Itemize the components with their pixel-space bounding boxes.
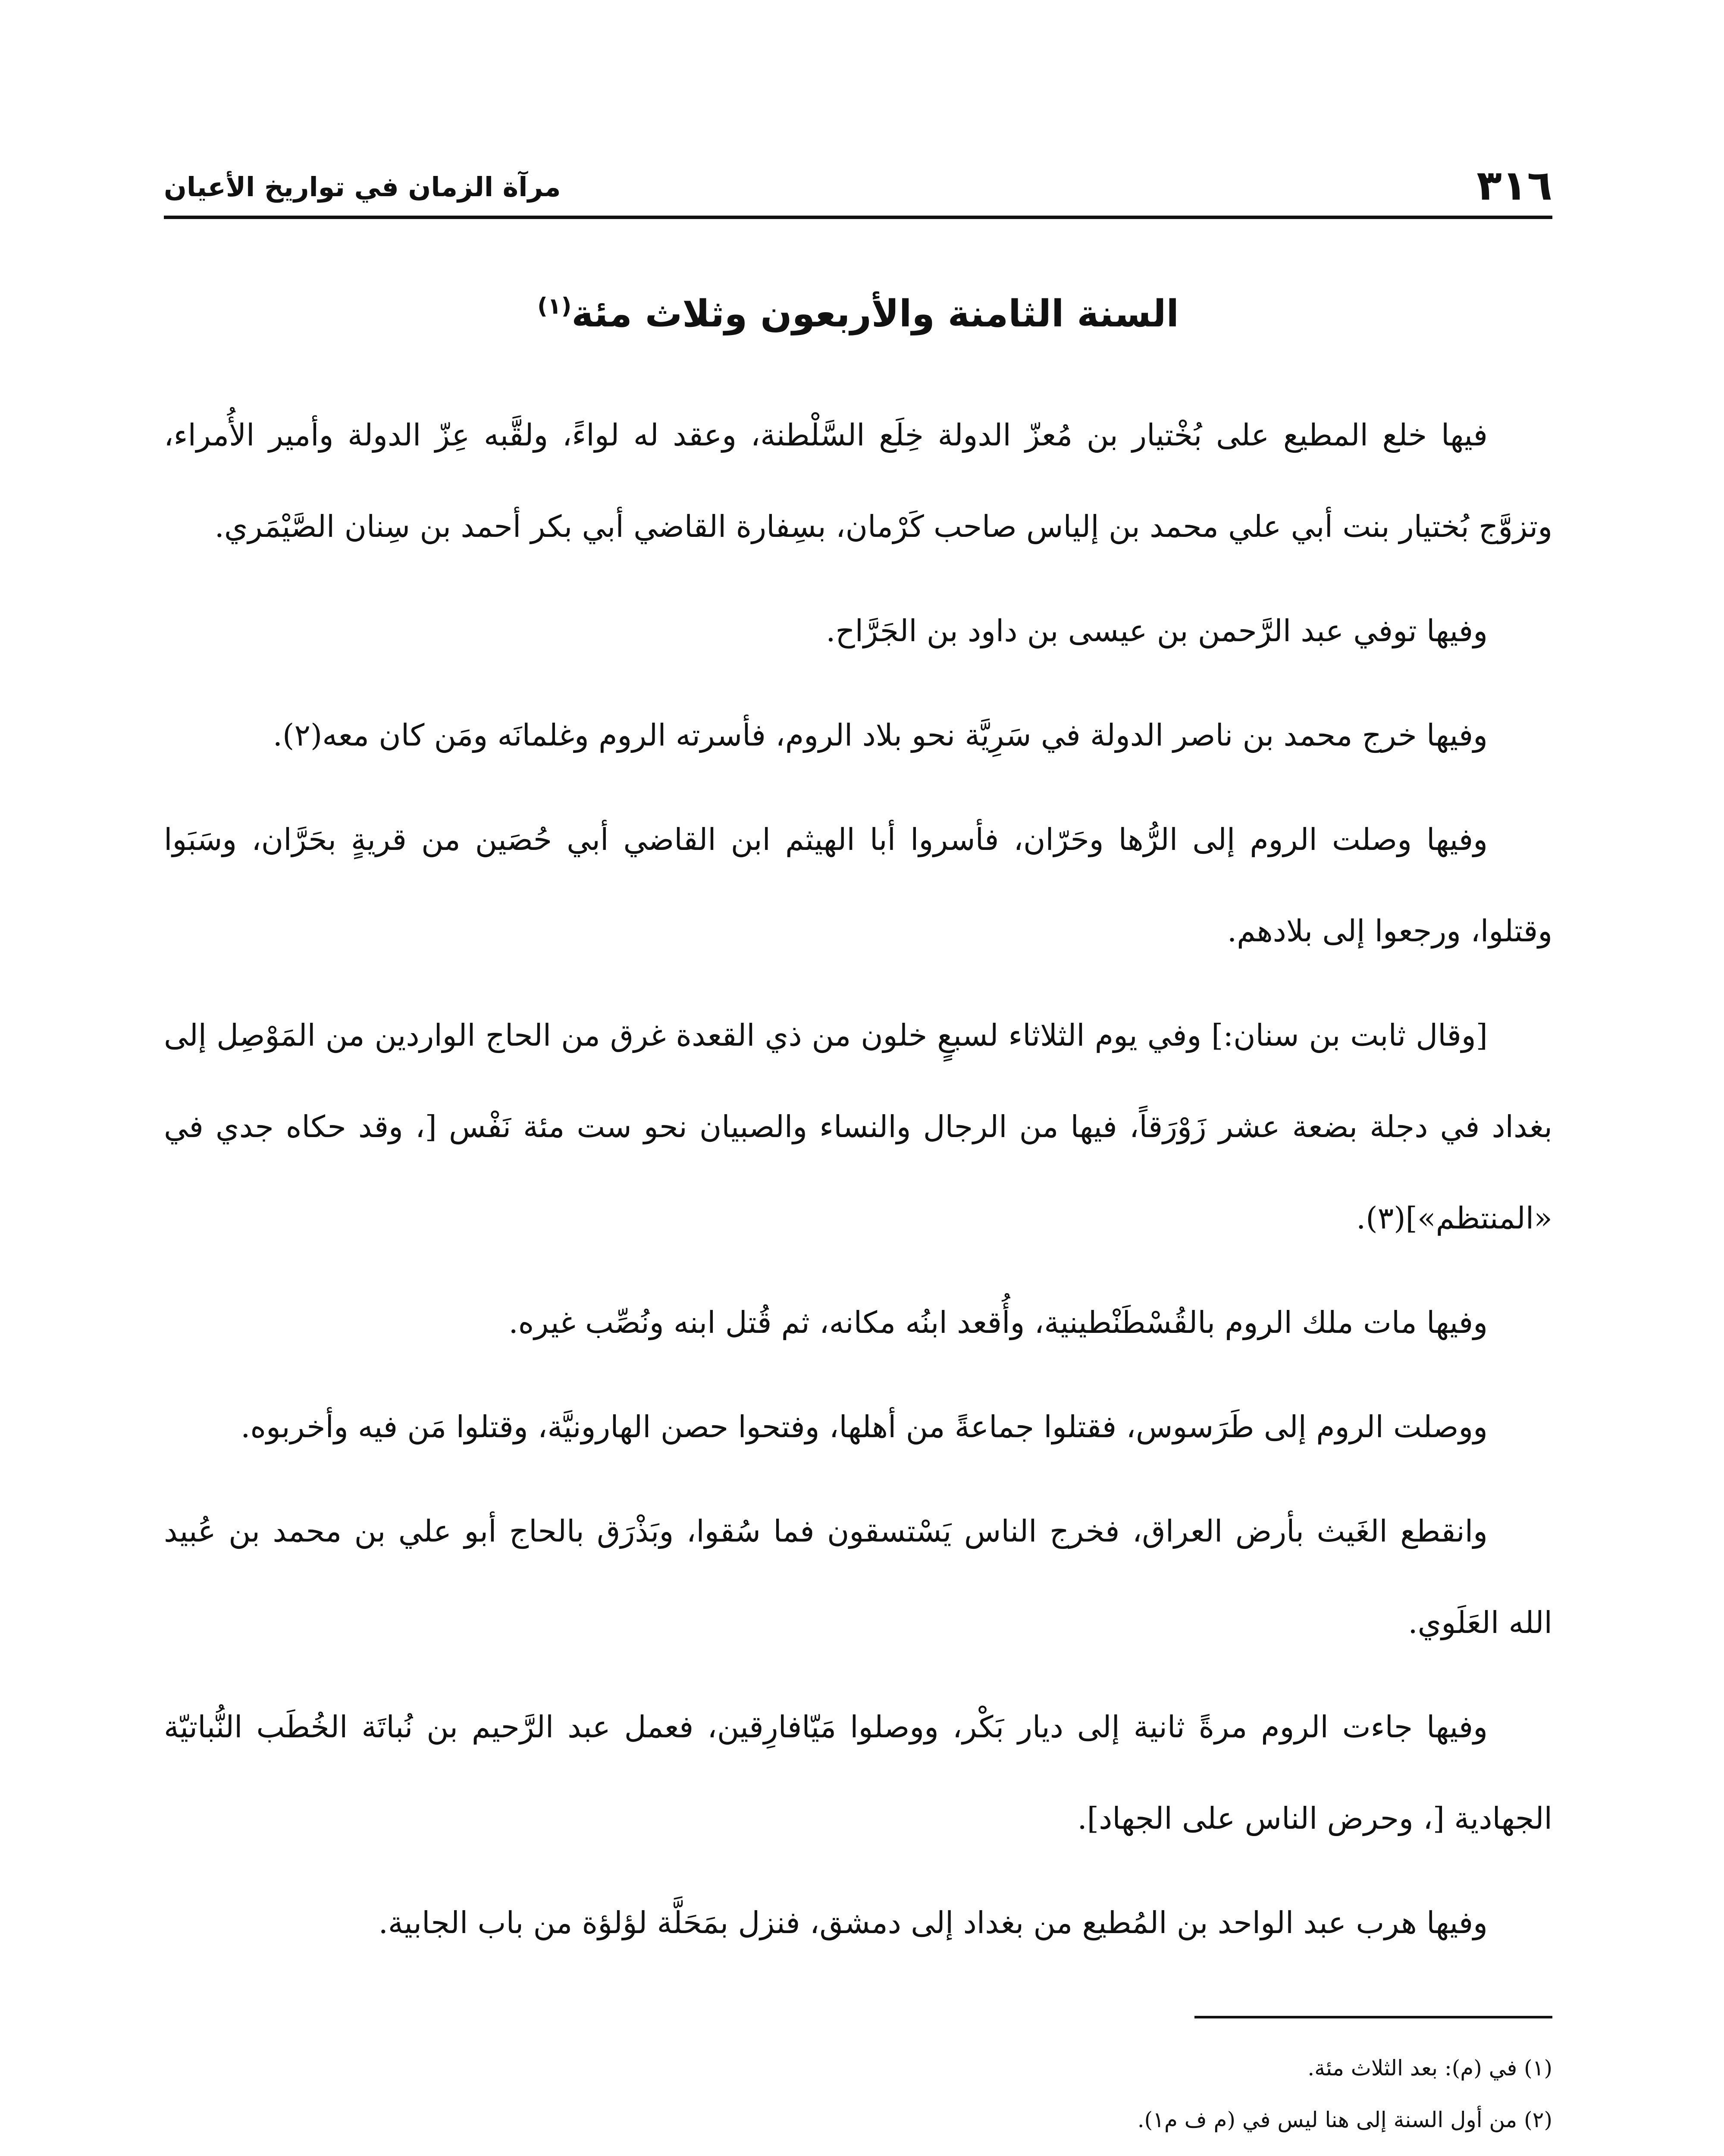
paragraph: وفيها جاءت الروم مرةً ثانية إلى ديار بَكْر، ووصلوا مَيّافارِقين، فعمل عبد الرَّحيم بن نُباتَة الخُطَب النُّباتيّة الجهادية [، وحرض الناس على الجهاد]. bbox=[164, 1709, 1552, 1836]
paragraph: فيها خلع المطيع على بُخْتيار بن مُعزّ الدولة خِلَع السَّلْطنة، وعقد له لواءً، ولقَّبه عِزّ الدولة وأمير الأُمراء، وتزوَّج بُختيار بنت أبي علي محمد بن إلياس صاحب كَرْمان، بسِفارة القاضي أبي بكر أحمد بن سِنان الصَّيْمَري. bbox=[164, 417, 1552, 544]
paragraph: وفيها خرج محمد بن ناصر الدولة في سَرِيَّة نحو بلاد الروم، فأسرته الروم وغلمانَه ومَن كان معه(٢). bbox=[273, 718, 1488, 753]
paragraph: وفيها توفي عبد الرَّحمن بن عيسى بن داود بن الجَرَّاح. bbox=[826, 613, 1488, 649]
paragraph: وفيها وصلت الروم إلى الرُّها وحَرّان، فأسروا أبا الهيثم ابن القاضي أبي حُصَين من قريةٍ بحَرَّان، وسَبَوا وقتلوا، ورجعوا إلى بلادهم. bbox=[164, 822, 1552, 949]
main-text bbox=[164, 389, 1552, 1968]
book-title: مرآة الزمان في تواريخ الأعيان bbox=[164, 171, 561, 203]
footnotes bbox=[164, 2042, 1552, 2156]
footnote-divider bbox=[1194, 2016, 1552, 2018]
paragraph: [وقال ثابت بن سنان:] وفي يوم الثلاثاء لسبعٍ خلون من ذي القعدة غرق من الحاج الواردين من المَوْصِل إلى بغداد في دجلة بضعة عشر زَوْرَقاً، فيها من الرجال والنساء والصبيان نحو ست مئة نَفْس [، وقد حكاه جدي في «المنتظم»](٣). bbox=[164, 1018, 1552, 1236]
section-title: السنة الثامنة والأربعون وثلاث مئة bbox=[571, 292, 1179, 335]
page-number: ٣١٦ bbox=[1476, 161, 1552, 210]
book-page bbox=[164, 161, 1552, 2156]
footnote-1: (١) في (م): بعد الثلاث مئة. bbox=[1307, 2056, 1552, 2081]
running-header bbox=[164, 161, 1552, 219]
section-heading bbox=[164, 290, 1552, 338]
paragraph: ووصلت الروم إلى طَرَسوس، فقتلوا جماعةً من أهلها، وفتحوا حصن الهارونيَّة، وقتلوا مَن فيه وأخربوه. bbox=[241, 1409, 1488, 1445]
footnote-3 bbox=[164, 2146, 1552, 2156]
footnote-marker: (١) bbox=[537, 293, 572, 320]
paragraph: وفيها هرب عبد الواحد بن المُطيع من بغداد إلى دمشق، فنزل بمَحَلَّة لؤلؤة من باب الجابية. bbox=[378, 1905, 1488, 1940]
paragraph: وفيها مات ملك الروم بالقُسْطَنْطينية، وأُقعد ابنُه مكانه، ثم قُتل ابنه ونُصِّب غيره. bbox=[508, 1305, 1488, 1340]
paragraph: وانقطع الغَيث بأرض العراق، فخرج الناس يَسْتسقون فما سُقوا، وبَذْرَق بالحاج أبو علي بن محمد بن عُبيد الله العَلَوي. bbox=[164, 1514, 1552, 1640]
footnote-2: (٢) من أول السنة إلى هنا ليس في (م ف م١). bbox=[1137, 2107, 1552, 2132]
